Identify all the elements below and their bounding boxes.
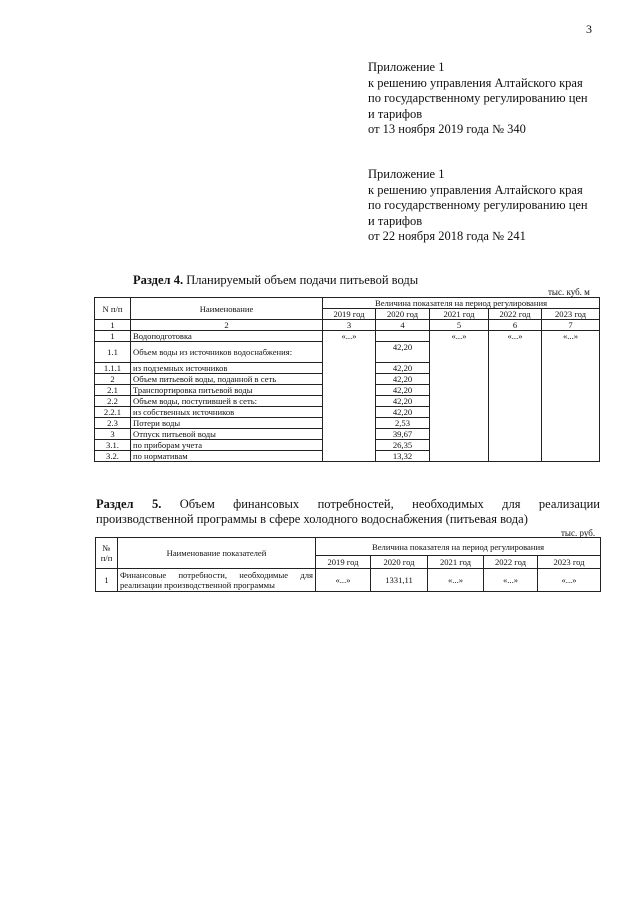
col-number: 4 xyxy=(376,320,430,331)
row-name: Отпуск питьевой воды xyxy=(131,429,323,440)
row-name: Объем воды из источников водоснабжения: xyxy=(131,342,323,363)
page-number: 3 xyxy=(586,22,592,36)
cell-2019: «...» xyxy=(316,569,371,592)
row-name: из подземных источников xyxy=(131,363,323,374)
cell-2020: 39,67 xyxy=(376,429,430,440)
appendix-line: и тарифов xyxy=(368,106,423,121)
row-num: 1.1 xyxy=(95,342,131,363)
section-5-label: Раздел 5. xyxy=(96,497,162,511)
header-name: Наименование показателей xyxy=(118,538,316,569)
col-number: 1 xyxy=(95,320,131,331)
cell-2021: «...» xyxy=(430,331,489,462)
row-num: 2.2 xyxy=(95,396,131,407)
section-5-units: тыс. руб. xyxy=(561,528,596,538)
row-name: по приборам учета xyxy=(131,440,323,451)
cell-2020 xyxy=(376,331,430,342)
cell-2020: 26,35 xyxy=(376,440,430,451)
cell-2019: «...» xyxy=(323,331,376,462)
appendix-line: и тарифов xyxy=(368,213,423,228)
section-4-heading: Планируемый объем подачи питьевой воды xyxy=(186,273,419,287)
section-5-title xyxy=(96,497,600,527)
appendix-line: Приложение 1 xyxy=(368,167,445,181)
row-num: 2.2.1 xyxy=(95,407,131,418)
header-num: № п/п xyxy=(96,538,118,569)
header-year: 2021 год xyxy=(430,309,489,320)
appendix-line: от 22 ноября 2018 года № 241 xyxy=(368,229,526,243)
appendix-note-2019 xyxy=(368,60,628,138)
col-number: 6 xyxy=(489,320,542,331)
appendix-line: по государственному регулированию цен xyxy=(368,91,588,105)
row-num: 2.3 xyxy=(95,418,131,429)
col-number: 2 xyxy=(131,320,323,331)
appendix-line: от 13 ноября 2019 года № 340 xyxy=(368,122,526,136)
row-name: Финансовые потребности, необходимые для реализации производственной программы xyxy=(118,569,316,592)
row-num: 1 xyxy=(96,569,118,592)
header-name: Наименование xyxy=(131,298,323,320)
cell-2023: «...» xyxy=(538,569,601,592)
cell-2020: 42,20 xyxy=(376,363,430,374)
header-year: 2020 год xyxy=(371,556,428,569)
cell-2020: 1331,11 xyxy=(371,569,428,592)
header-period: Величина показателя на период регулирования xyxy=(316,538,601,556)
section-4-units: тыс. куб. м xyxy=(548,287,590,297)
col-number: 5 xyxy=(430,320,489,331)
row-name: Объем воды, поступившей в сеть: xyxy=(131,396,323,407)
financial-needs-table xyxy=(95,537,601,592)
cell-2020: 2,53 xyxy=(376,418,430,429)
appendix-note-2018 xyxy=(368,167,628,245)
row-num: 3 xyxy=(95,429,131,440)
cell-2020: 42,20 xyxy=(376,374,430,385)
appendix-line: к решению управления Алтайского края xyxy=(368,75,583,90)
col-number: 7 xyxy=(542,320,600,331)
row-name: из собственных источников xyxy=(131,407,323,418)
header-year: 2023 год xyxy=(542,309,600,320)
col-number: 3 xyxy=(323,320,376,331)
header-period: Величина показателя на период регулирования xyxy=(323,298,600,309)
section-4-label: Раздел 4. xyxy=(133,273,184,287)
row-num: 3.1. xyxy=(95,440,131,451)
cell-2020: 42,20 xyxy=(376,407,430,418)
table-row xyxy=(95,331,600,342)
cell-2020: 13,32 xyxy=(376,451,430,462)
row-num: 2.1 xyxy=(95,385,131,396)
header-year: 2020 год xyxy=(376,309,430,320)
row-num: 3.2. xyxy=(95,451,131,462)
section-5-heading-line2: производственной программы в сфере холодного водоснабжения (питьевая вода) xyxy=(96,512,528,526)
header-num: N п/п xyxy=(95,298,131,320)
appendix-line: Приложение 1 xyxy=(368,60,445,74)
row-num: 1 xyxy=(95,331,131,342)
row-name: Объем питьевой воды, поданной в сеть xyxy=(131,374,323,385)
cell-2022: «...» xyxy=(489,331,542,462)
header-year: 2023 год xyxy=(538,556,601,569)
row-name: Водоподготовка xyxy=(131,331,323,342)
water-supply-table xyxy=(94,297,600,462)
row-name: Потери воды xyxy=(131,418,323,429)
cell-2020: 42,20 xyxy=(376,385,430,396)
row-num: 1.1.1 xyxy=(95,363,131,374)
header-year: 2022 год xyxy=(489,309,542,320)
section-5-heading-line1: Объем финансовых потребностей, необходимых для реализации xyxy=(179,497,600,511)
cell-2023: «...» xyxy=(542,331,600,462)
cell-2021: «...» xyxy=(428,569,484,592)
appendix-line: к решению управления Алтайского края xyxy=(368,182,583,197)
header-year: 2019 год xyxy=(323,309,376,320)
cell-2020: 42,20 xyxy=(376,342,430,363)
cell-2022: «...» xyxy=(484,569,538,592)
row-num: 2 xyxy=(95,374,131,385)
table-row xyxy=(96,569,601,592)
header-year: 2022 год xyxy=(484,556,538,569)
row-name: Транспортировка питьевой воды xyxy=(131,385,323,396)
header-year: 2019 год xyxy=(316,556,371,569)
row-name: по нормативам xyxy=(131,451,323,462)
cell-2020: 42,20 xyxy=(376,396,430,407)
section-4-title xyxy=(133,273,418,288)
appendix-line: по государственному регулированию цен xyxy=(368,198,588,212)
header-year: 2021 год xyxy=(428,556,484,569)
